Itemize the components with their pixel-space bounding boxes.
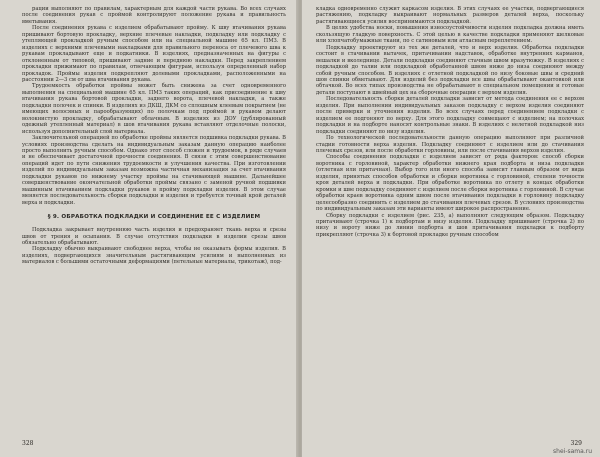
- paragraph: Заключительной операцией по обработке проймы является подшивка подкладки рукава. В условиях производства сделать на индивидуальным заказам данную операцию наиболее просто выполнить ручным способом. Однако этот способ сложен и трудоемок, в ряде случаев и не обеспечивает достаточной прочности соединения. В связи с этим совершенствование операций идет по пути снижения трудоемкости и улучшения качества. При изготовлении изделий по индивидуальным заказам возможна частичная механизация за счет втачивания подкладки рукавов по нижнему участку проймы на стачивающей машине. Дальнейшее совершенствование окончательной обработки проймы связано с заменой ручной подшивки машинным втачиванием подкладки рукавов в пройму подкладки изделия. В этом случае меняется последовательность сборки подкладки и изделия и требуется точный крой деталей верха и подкладки.: [22, 135, 286, 206]
- paragraph: Подкладку проектируют из тех же деталей, что и верх изделия. Обработка подкладки состоит в стачивании вытачек, притачивании надставок, обработке внутренних карманов, вешалки и вколеднице. Детали подкладки соединяют стачным швом вразутюжку. В изделиях с подкладкой до талии или подкладкой обработанной швом ниже до низа соединяют между собой ручным способом. В изделиях с отлетной подкладкой по низу боковые швы и средний шов спинки обметывают. Для изделий без подкладки все швы обрабатывают окантовкой или обтачкой. Во всех типах производства не обрабатывают в специальном помещении и готовые детали поступают в швейный цех на сборочные операции с верхом изделия.: [316, 44, 584, 96]
- paragraph: кладка одновременно служит каркасом изделия. В этих случаях ее участки, подвергающиеся растяжению, подкладку выкраивают нормальных размеров деталей верха, поскольку растягивающиеся усилия воспринимаются подкладкой.: [316, 6, 584, 25]
- left-page-text-after-heading: [22, 227, 286, 266]
- paragraph: рации выполняют по правилам, характерным для каждой части рукава. Во всех случаях после соединения рукав с проймой контролируют положение рукава и правильность вметывания.: [22, 6, 286, 25]
- paragraph: По технологической последовательности данную операцию выполняют при различной стадии готовности верха изделия. Подкладку соединяют с изделием или до стачивания плечевых срезов, или после обработки горловины, или после стачивания верхов изделия.: [316, 135, 584, 154]
- page-number-right: 329: [570, 440, 582, 447]
- paragraph: Подкладка закрывает внутреннюю часть изделия и предохраняет ткань верха и срезы швов от трения и осыпания. В случае отсутствия подкладки в изделии срезы швов обязательно обрабатывают.: [22, 227, 286, 246]
- paragraph: После соединения рукава с изделием обрабатывают пройму. К шву втачивания рукава пришивают бортовую прокладку, верхние плечевые накладки, подкладку или подкладку с утепляющей прокладкой ручным способом или на специальной машине 65 кл. ПМЗ. В изделиях с верхними плечевыми накладками для правильного переноса от плечевого шва к рукавам прокладывают еще и подкатники. В изделиях, предназначенных на фигуры с отклоненным от типовой, пришивают задние и переднюю накладки. Перед закреплением прокладки прижимают по правилам, отвечающим фигурам, используя определенный набор прокладок. Проймы изделия подкрепляют долевыми прокладками, расположенными на расстоянии 2—3 см от шва втачивания рукава.: [22, 25, 286, 83]
- left-page: [0, 0, 298, 457]
- right-page: [302, 0, 600, 457]
- paragraph: Трудоемкость обработки проймы может быть снижена за счет одновременного выполнения на специальной машине 65 кл. ПМЗ таких операций, как присоединение к шву втачивания рукава бортовой прокладки, заднего ворота, плечевой накладки, а также подкладки полочек и спинки. В изделиях из ДКШ, ДКМ со сплошным клеевым покрытием (не имеющих волосяных и парообразующих) по полочкам под проймой и рукавом делают волокнистую прокладку, обрабатывают облачным. В изделиях из ДОУ (дублированный одежный утепленный материал) в шов втачивания рукава вставляют отделочные полоски, используя дополнительный слой материала.: [22, 83, 286, 135]
- paragraph: Последовательность сборки деталей подкладки зависит от метода соединения ее с верхом изделия. При выполнении индивидуальных заказов подкладку с верхом изделия соединяют после примерки и уточнения изделия. Во всех случаях перед соединением подкладки с изделием ее подгоняют по верху. Для этого подкладку совмещают с изделием; на полочках подкладки и на подборте наносят контрольные знаки. В изделиях с нелетной подкладкой низ подкладки соединяют по низу изделия.: [316, 96, 584, 135]
- paragraph: В целях удобства носки, повышения износоустойчивости изделия подкладка должна иметь скользящую гладкую поверхность. С этой целью в качестве подкладки применяют шелковые или хлопчатобумажные ткани, по с сатиновым или атласным переплетением.: [316, 25, 584, 45]
- paragraph: Способы соединения подкладки с изделием зависят от ряда факторов: способ сборки воротника с горловиной, характер обработки нижнего края подборта и низа подкладки (отлетная или притачная). Выбор того или иного способа зависит главным образом от вида изделия, принятых способов обработки и сборки воротника с горловиной, степени точности кроя деталей верха и подкладки. При обработке воротника по отлету в концах обработки кромки и шве подкладку соединяют с изделием после сборки воротника с горловиной. В случае обработки краев воротника одним швом после втачивания подкладки в горловину подкладку целесообразно соединить с изделием до стачивания плечевых срезов. В условиях производства по индивидуальным заказам эти варианты имеют широкое распространение.: [316, 154, 584, 213]
- left-page-text: [22, 6, 286, 206]
- page-number-left: 328: [22, 440, 34, 447]
- section-heading: § 9. ОБРАБОТКА ПОДКЛАДКИ И СОЕДИНЕНИЕ ЕЕ С ИЗДЕЛИЕМ: [47, 214, 261, 221]
- paragraph: Сборку подкладки с изделием (рис. 235, а) выполняют следующим образом. Подкладку притачивают (строчка 1) к подбортам и низу изделия. Подкладку пришивают (строчка 2) по низу и вороту ниже до линии подборта и шов притачивания подкладки к подборту прикрепляют (строчка 3) к бортовой прокладке ручным способом: [316, 212, 584, 238]
- paragraph: Подкладку обычно выкраивают свободнее верха, чтобы не оказывать формы изделия. В изделиях, подвергающихся значительным растягивающим усилиям и выполненных из материалов с большими остаточными деформациями (петельные материалы, трикотаж), под-: [22, 246, 286, 266]
- right-page-text: [316, 6, 584, 238]
- watermark: shei-sama.ru: [553, 448, 592, 455]
